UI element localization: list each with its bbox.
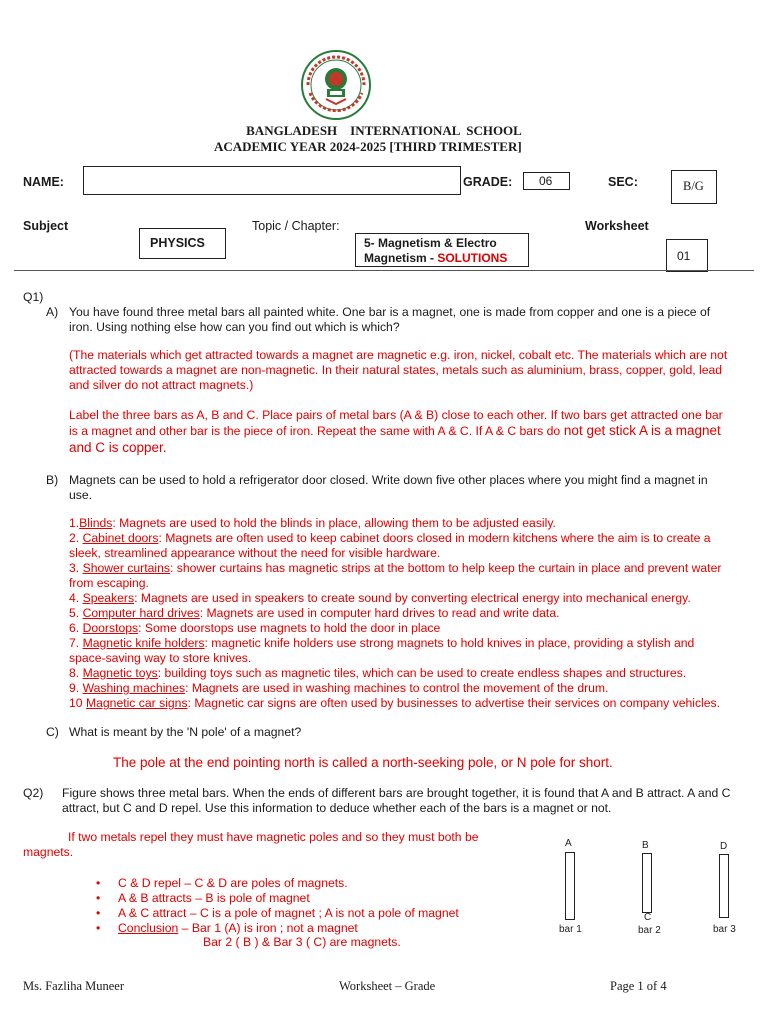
list-item: • A & B attracts – B is pole of magnet: [96, 891, 310, 905]
school-name: BANGLADESH INTERNATIONAL SCHOOL: [246, 123, 522, 138]
grade-value: 06: [539, 174, 553, 188]
list-item: sleek, streamlined appearance without the need for visible hardware.: [69, 546, 441, 560]
list-item: 9. Washing machines: Magnets are used in washing machines to control the movement of the drum.: [69, 681, 609, 695]
q1a-label: A): [46, 305, 59, 319]
subject-value: PHYSICS: [150, 236, 205, 250]
bar2-name: bar 2: [638, 925, 661, 936]
name-label: NAME:: [23, 175, 64, 189]
q1a-question-line2: iron. Using nothing else how can you find out which is which?: [69, 320, 400, 334]
q2-question-line2: attract, but C and D repel. Use this information to deduce whether each of the bars is a magnet or not.: [62, 801, 612, 815]
q2-question-line1: Figure shows three metal bars. When the ends of different bars are brought together, it is found that A and B attract. A and C: [62, 786, 731, 800]
bar3-name: bar 3: [713, 924, 736, 935]
list-item: 10 Magnetic car signs: Magnetic car signs are often used by businesses to advertise their services on company vehicles.: [69, 696, 721, 710]
footer-teacher: Ms. Fazliha Muneer: [23, 979, 125, 993]
q1c-question: What is meant by the 'N pole' of a magnet?: [69, 725, 302, 739]
q1b-question: [69, 473, 708, 503]
q2-number: Q2): [23, 786, 44, 800]
list-item: • C & D repel – C & D are poles of magnets.: [96, 876, 348, 890]
list-item: 6. Doorstops: Some doorstops use magnets to hold the door in place: [69, 621, 441, 635]
list-item: 7. Magnetic knife holders: magnetic knife holders use strong magnets to hold knives in place, providing a stylish and: [69, 636, 695, 650]
q2-answer-line1: If two metals repel they must have magnetic poles and so they must both be: [68, 830, 479, 844]
bar2-top-label: B: [642, 840, 649, 851]
q1c-label: C): [46, 725, 59, 739]
sec-label: SEC:: [608, 175, 638, 189]
q1a-answer-1-line3: and silver do not attract magnets.): [69, 378, 254, 392]
worksheet-label: Worksheet: [585, 219, 649, 233]
q1a-question: [69, 305, 710, 335]
topic-field[interactable]: [355, 233, 529, 267]
q1a-answer-1-line2: attracted towards a magnet are non-magnetic. In their natural states, metals such as aluminium, brass, copper, gold, lead: [69, 363, 723, 377]
q1a-answer-1-line1: (The materials which get attracted towards a magnet are magnetic e.g. iron, nickel, cobalt etc. The materials which are not: [69, 348, 728, 362]
q1a-answer-1: [69, 348, 727, 393]
sec-field[interactable]: [671, 170, 717, 204]
footer-center: Worksheet – Grade: [339, 979, 436, 993]
q2-bullets: [96, 876, 459, 936]
academic-year: ACADEMIC YEAR 2024-2025 [THIRD TRIMESTER]: [214, 139, 522, 154]
list-item: 4. Speakers: Magnets are used in speakers to create sound by converting electrical energy into mechanical energy.: [69, 591, 691, 605]
bar1-name: bar 1: [559, 924, 582, 935]
name-field[interactable]: [83, 166, 461, 195]
q1a-answer-2-line2: is a magnet and other bar is the piece of iron. Repeat the same with A & C. If A & C bars do: [69, 424, 561, 438]
q1a-answer-2: [69, 408, 723, 455]
q2-answer-line2: magnets.: [23, 845, 74, 859]
footer-page: Page 1 of 4: [610, 979, 667, 993]
q1b-label: B): [46, 473, 59, 487]
worksheet-value: 01: [677, 249, 691, 263]
bar1-top-label: A: [565, 838, 572, 849]
q1a-question-line1: You have found three metal bars all painted white. One bar is a magnet, one is made from copper and one is a piece of: [69, 305, 711, 319]
list-item: 1.Blinds: Magnets are used to hold the blinds in place, allowing them to be adjusted easily.: [69, 516, 556, 530]
subject-label: Subject: [23, 219, 69, 233]
topic-value-line1: 5- Magnetism & Electro: [364, 236, 497, 250]
school-logo: [300, 49, 372, 121]
magnet-uses-list: [69, 516, 721, 711]
grade-label: GRADE:: [463, 175, 513, 189]
q1a-answer-2-line2b: not get stick A is a magnet: [560, 423, 721, 438]
bar3-top-label: D: [720, 841, 728, 852]
list-item: from escaping.: [69, 576, 149, 590]
q2-question: [62, 786, 730, 816]
grade-field[interactable]: [523, 172, 570, 190]
list-item: 3. Shower curtains: shower curtains has magnetic strips at the bottom to help keep the curtain in place and prevent water: [69, 561, 722, 575]
topic-value-line2: Magnetism -: [364, 251, 438, 265]
bar-2: [642, 853, 652, 913]
worksheet-field[interactable]: [666, 239, 708, 272]
header-divider: [14, 270, 754, 271]
bar-1: [565, 852, 575, 920]
list-item: 8. Magnetic toys: building toys such as magnetic tiles, which can be used to create endless shapes and structures.: [69, 666, 687, 680]
q1a-answer-2-line1: Label the three bars as A, B and C. Place pairs of metal bars (A & B) close to each other. If two bars get attracted one bar: [69, 408, 723, 422]
list-item: • A & C attract – C is a pole of magnet ; A is not a pole of magnet: [96, 906, 459, 920]
q1c-answer: The pole at the end pointing north is called a north-seeking pole, or N pole for short.: [113, 755, 613, 770]
q2-answer-intro: [23, 830, 479, 860]
list-item: • Conclusion – Bar 1 (A) is iron ; not a magnet: [96, 921, 358, 935]
list-item: space-saving way to store knives.: [69, 651, 252, 665]
q1-number: Q1): [23, 290, 44, 304]
subject-field[interactable]: [139, 228, 226, 259]
q2-conclusion-line2: Bar 2 ( B ) & Bar 3 ( C) are magnets.: [203, 935, 401, 949]
solutions-tag: SOLUTIONS: [437, 251, 508, 265]
q1a-answer-2-line3: and C is copper.: [69, 440, 167, 455]
q1b-question-line2: use.: [69, 488, 93, 502]
q1b-question-line1: Magnets can be used to hold a refrigerator door closed. Write down five other places where you might find a magnet in: [69, 473, 708, 487]
sec-value: B/G: [683, 179, 704, 193]
bar-3: [719, 854, 729, 918]
list-item: 2. Cabinet doors: Magnets are often used to keep cabinet doors closed in modern kitchens where the aim is to create a: [69, 531, 711, 545]
topic-label: Topic / Chapter:: [252, 219, 340, 233]
list-item: 5. Computer hard drives: Magnets are used in computer hard drives to read and write data.: [69, 606, 560, 620]
bar2-bottom-label: C: [644, 912, 652, 923]
